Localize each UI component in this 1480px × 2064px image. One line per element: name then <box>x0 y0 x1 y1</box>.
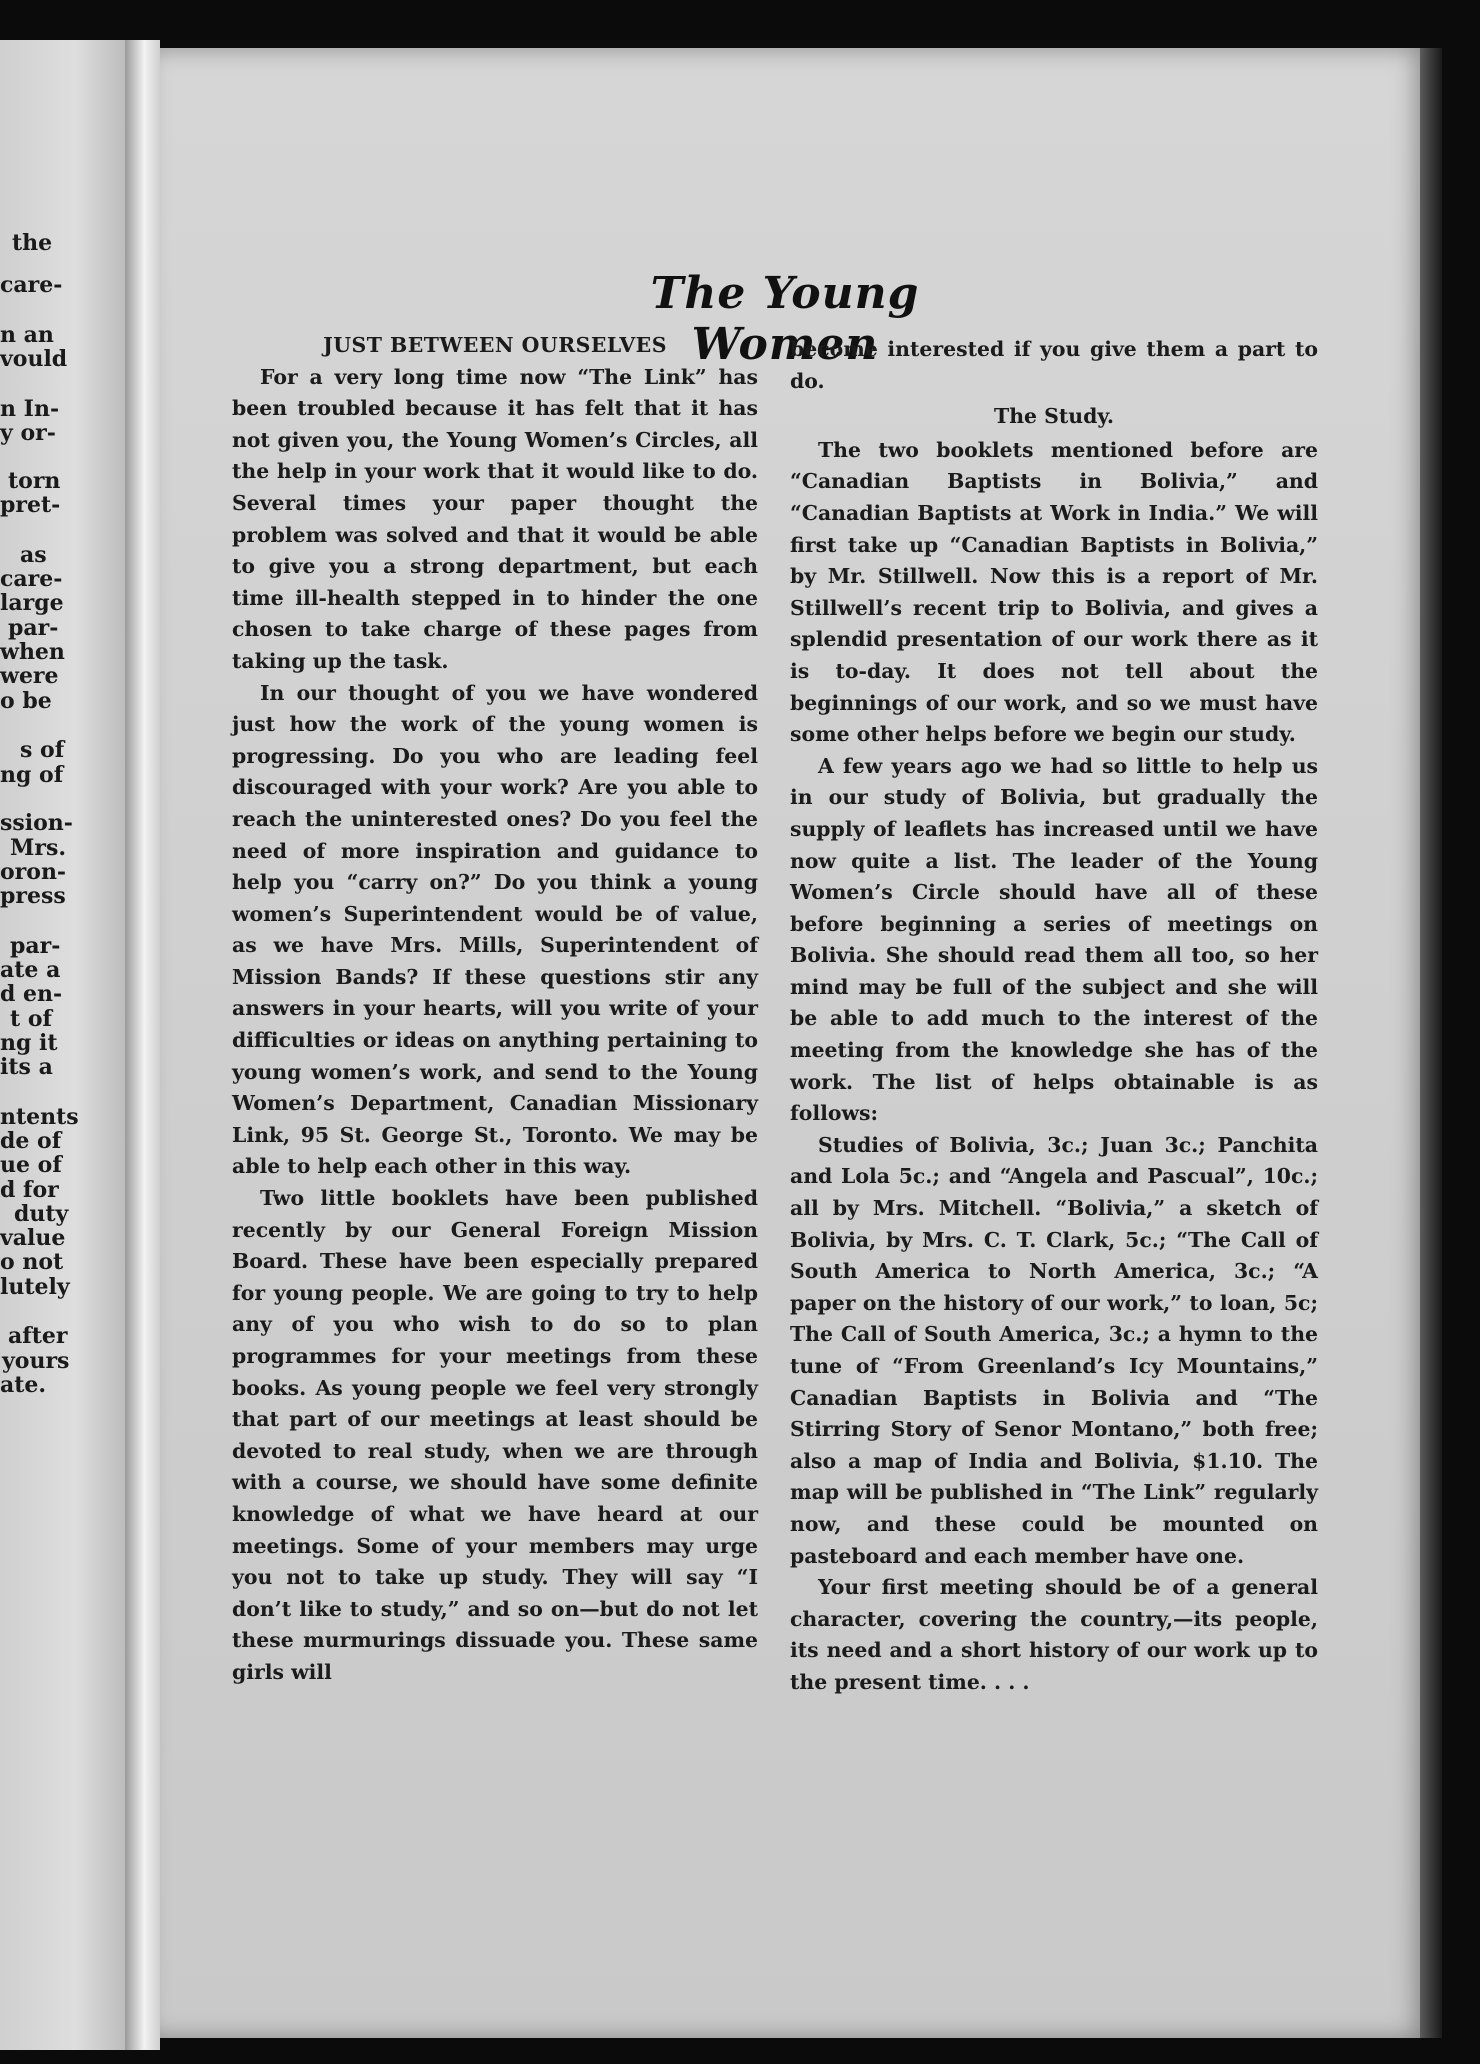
margin-fragment: ate. <box>0 1372 47 1398</box>
margin-fragment: n an <box>0 322 54 348</box>
margin-fragment: yours <box>2 1348 70 1374</box>
article-paragraph-continued: become interested if you give them a part to do. <box>790 337 1318 393</box>
page-edge-shadow <box>1420 48 1442 2038</box>
article-paragraph: In our thought of you we have wondered just how the work of the young women is progressing. Do you who are leading feel discouraged with your work? Are you able to reach the uninterested ones? Do you feel the need of more inspiration and guidance to help you “carry on?” Do you think a young women’s Superintendent would be of value, as we have Mrs. Mills, Superintendent of Mission Bands? If these questions stir any answers in your hearts, will you write of your difficulties or ideas on anything pertaining to young women’s work, and send to the Young Women’s Department, Canadian Missionary Link, 95 St. George St., Toronto. We may be able to help each other in this way. <box>232 680 758 1179</box>
margin-fragment: when <box>0 639 65 665</box>
margin-fragment: pret- <box>0 492 61 518</box>
article-column-right <box>790 334 1318 1699</box>
article-paragraph: The two booklets mentioned before are “Canadian Baptists in Bolivia,” and “Canadian Baptists at Work in India.” We will first take up “Canadian Baptists in Bolivia,” by Mr. Stillwell. Now this is a report of Mr. Stillwell’s recent trip to Bolivia, and gives a splendid presentation of our work there as it is to-day. It does not tell about the beginnings of our work, and so we must have some other helps before we begin our study. <box>790 437 1318 747</box>
margin-fragment: par- <box>10 933 61 959</box>
margin-fragment: t of <box>10 1006 52 1032</box>
article-column-left <box>232 330 758 1689</box>
margin-fragment: lutely <box>0 1274 70 1300</box>
margin-fragment: par- <box>8 615 59 641</box>
margin-fragment: the <box>12 230 53 256</box>
margin-fragment: n In- <box>0 396 60 422</box>
article-paragraph: For a very long time now “The Link” has been troubled because it has felt that it has not given you, the Young Women’s Circles, all the help in your work that it would like to do. Several times your paper thought the problem was solved and that it would be able to give you a strong department, but each time ill-health stepped in to hinder the one chosen to take charge of these pages from taking up the task. <box>232 364 758 673</box>
book-gutter <box>125 40 160 2050</box>
margin-fragment: press <box>0 883 66 909</box>
margin-fragment: after <box>8 1323 68 1349</box>
section-title: The Young Women <box>650 268 920 370</box>
margin-fragment: d for <box>0 1177 59 1203</box>
margin-fragment: ng of <box>0 762 64 788</box>
margin-fragment: ssion- <box>0 810 73 836</box>
previous-page-strip <box>0 40 125 2050</box>
margin-fragment: de of <box>0 1128 62 1154</box>
margin-fragment: ntents <box>0 1104 79 1130</box>
margin-fragment: its a <box>0 1054 53 1080</box>
margin-fragment: care- <box>0 272 63 298</box>
margin-fragment: as <box>20 542 47 568</box>
margin-fragment: vould <box>0 346 68 372</box>
margin-fragment: ue of <box>0 1152 62 1178</box>
margin-fragment: d en- <box>0 981 63 1007</box>
article-paragraph: Studies of Bolivia, 3c.; Juan 3c.; Panchita and Lola 5c.; and “Angela and Pascual”, 10c.; all by Mrs. Mitchell. “Bolivia,” a sketch of Bolivia, by Mrs. C. T. Clark, 5c.; “The Call of South America to North America, 3c.; “A paper on the history of our work,” to loan, 5c; The Call of South America, 3c.; a hymn to the tune of “From Greenland’s Icy Mountains,” Canadian Baptists in Bolivia and “The Stirring Story of Senor Montano,” both free; also a map of India and Bolivia, $1.10. The map will be published in “The Link” regularly now, and these could be mounted on pasteboard and each member have one. <box>790 1132 1318 1568</box>
article-paragraph: A few years ago we had so little to help us in our study of Bolivia, but gradually the supply of leaflets has increased until we have now quite a list. The leader of the Young Women’s Circle should have all of these before beginning a series of meetings on Bolivia. She should read them all too, so her mind may be full of the subject and she will be able to add much to the interest of the meeting from the knowledge she has of the work. The list of helps obtainable is as follows: <box>790 753 1318 1126</box>
margin-fragment: Mrs. <box>10 835 66 861</box>
margin-fragment: value <box>0 1225 66 1251</box>
article-headline: JUST BETWEEN OURSELVES <box>323 333 667 357</box>
margin-fragment: care- <box>0 566 63 592</box>
margin-fragment: duty <box>14 1201 69 1227</box>
margin-fragment: ate a <box>0 957 61 983</box>
margin-fragment: s of <box>20 737 65 763</box>
margin-fragment: ng it <box>0 1030 58 1056</box>
margin-fragment: torn <box>8 468 61 494</box>
article-paragraph: Your first meeting should be of a general character, covering the country,—its people, its need and a short history of our work up to the present time. . . . <box>790 1575 1318 1694</box>
article-paragraph: Two little booklets have been published recently by our General Foreign Mission Board. These have been especially prepared for young people. We are going to try to help any of you who wish to do so to plan programmes for your meetings from these books. As young people we feel very strongly that part of our meetings at least should be devoted to real study, when we are through with a course, we should have some definite knowledge of what we have heard at our meetings. Some of your members may urge you not to take up study. They will say “I don’t like to study,” and so on—but do not let these murmurings dissuade you. These same girls will <box>232 1186 758 1684</box>
margin-fragment: were <box>0 663 59 689</box>
margin-fragment: o be <box>0 688 52 714</box>
study-heading: The Study. <box>994 404 1114 429</box>
margin-fragment: large <box>0 590 64 616</box>
margin-fragment: oron- <box>0 859 67 885</box>
margin-fragment: o not <box>0 1249 64 1275</box>
margin-fragment: y or- <box>0 420 56 446</box>
